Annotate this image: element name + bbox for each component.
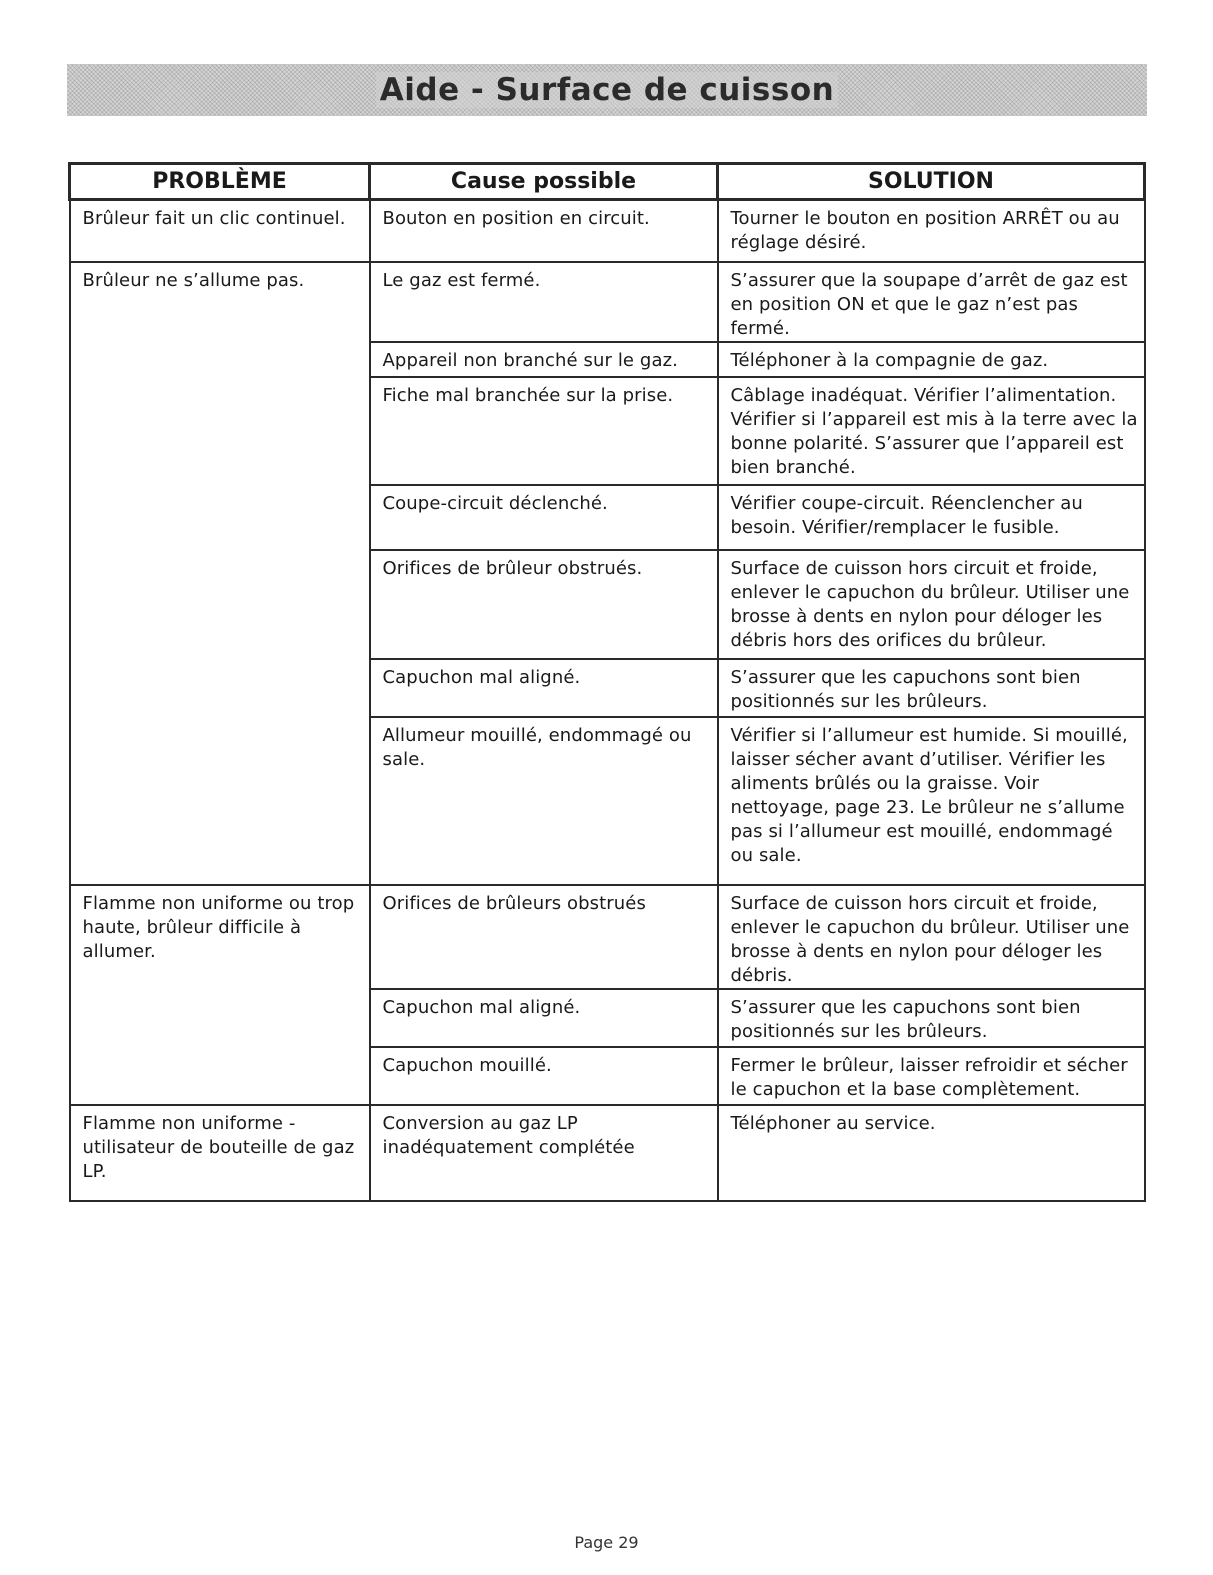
cause-cell — [370, 659, 718, 717]
table-row — [70, 200, 1145, 262]
solution-cell — [718, 550, 1145, 659]
header-cause: Cause possible — [370, 164, 718, 200]
solution-text: S’assurer que les capuchons sont bien positionnés sur les brûleurs. — [730, 996, 1081, 1042]
cause-text: Capuchon mal aligné. — [382, 996, 581, 1018]
solution-text: Vérifier coupe-circuit. Réenclencher au besoin. Vérifier/remplacer le fusible. — [730, 492, 1083, 538]
solution-cell — [718, 1047, 1145, 1105]
problem-text: Flamme non uniforme - utilisateur de bouteille de gaz LP. — [82, 1112, 355, 1182]
cause-cell — [370, 550, 718, 659]
solution-text: S’assurer que la soupape d’arrêt de gaz est en position ON et que le gaz n’est pas fermé. — [730, 269, 1128, 339]
solution-text: Surface de cuisson hors circuit et froide, enlever le capuchon du brûleur. Utiliser une brosse à dents en nylon pour déloger les débris. — [730, 892, 1130, 986]
header-solution: SOLUTION — [718, 164, 1145, 200]
solution-cell — [718, 200, 1145, 262]
table-row — [70, 1105, 1145, 1201]
cause-text: Capuchon mal aligné. — [382, 666, 581, 688]
solution-cell — [718, 262, 1145, 342]
cause-cell — [370, 717, 718, 885]
cause-cell — [370, 1047, 718, 1105]
cause-text: Allumeur mouillé, endommagé ou sale. — [382, 724, 692, 770]
cause-text: Bouton en position en circuit. — [382, 208, 650, 229]
cause-cell — [370, 200, 718, 262]
problem-text: Brûleur fait un clic continuel. — [82, 208, 346, 229]
problem-cell — [70, 885, 370, 1105]
solution-text: Tourner le bouton en position ARRÊT ou au réglage désiré. — [730, 208, 1120, 253]
solution-cell — [718, 989, 1145, 1047]
problem-cell — [70, 200, 370, 262]
solution-cell — [718, 659, 1145, 717]
cause-text: Capuchon mouillé. — [382, 1054, 552, 1076]
cause-text: Fiche mal branchée sur la prise. — [382, 384, 674, 406]
solution-text: Fermer le brûleur, laisser refroidir et sécher le capuchon et la base complètement. — [730, 1054, 1128, 1100]
solution-text: Vérifier si l’allumeur est humide. Si mouillé, laisser sécher avant d’utiliser. Vérifier les aliments brûlés ou la graisse. Voir nettoyage, page 23. Le brûleur ne s’allume pas si l’allumeur est mouillé, endommagé ou sale. — [730, 724, 1128, 866]
cause-cell — [370, 377, 718, 485]
cause-cell — [370, 885, 718, 989]
table-row — [70, 262, 1145, 342]
table-row — [70, 885, 1145, 989]
cause-text: Orifices de brûleurs obstrués — [382, 892, 646, 914]
problem-text: Flamme non uniforme ou trop haute, brûleur difficile à allumer. — [82, 892, 355, 962]
solution-text: Surface de cuisson hors circuit et froide, enlever le capuchon du brûleur. Utiliser une brosse à dents en nylon pour déloger les débris hors des orifices du brûleur. — [730, 557, 1130, 651]
problem-cell — [70, 1105, 370, 1201]
cause-cell — [370, 262, 718, 342]
cause-cell — [370, 989, 718, 1047]
solution-cell — [718, 377, 1145, 485]
problem-cell — [70, 262, 370, 885]
cause-text: Appareil non branché sur le gaz. — [382, 349, 678, 371]
cause-cell — [370, 342, 718, 377]
header-problem: PROBLÈME — [70, 164, 370, 200]
solution-text: Câblage inadéquat. Vérifier l’alimentation. Vérifier si l’appareil est mis à la terre avec la bonne polarité. S’assurer que l’appareil est bien branché. — [730, 384, 1138, 478]
solution-text: Téléphoner au service. — [730, 1112, 936, 1134]
cause-cell — [370, 485, 718, 550]
solution-text: S’assurer que les capuchons sont bien positionnés sur les brûleurs. — [730, 666, 1081, 712]
page-title: Aide - Surface de cuisson — [376, 72, 838, 108]
page-number: Page 29 — [574, 1533, 639, 1552]
header-row — [70, 164, 1145, 200]
cause-cell — [370, 1105, 718, 1201]
title-banner — [67, 64, 1147, 116]
troubleshooting-table — [68, 162, 1146, 1202]
cause-text: Le gaz est fermé. — [382, 269, 541, 291]
solution-cell — [718, 717, 1145, 885]
problem-text: Brûleur ne s’allume pas. — [82, 269, 305, 291]
solution-cell — [718, 885, 1145, 989]
solution-cell — [718, 485, 1145, 550]
solution-cell — [718, 1105, 1145, 1201]
cause-text: Coupe-circuit déclenché. — [382, 492, 608, 514]
solution-text: Téléphoner à la compagnie de gaz. — [730, 349, 1049, 371]
cause-text: Orifices de brûleur obstrués. — [382, 557, 643, 579]
cause-text: Conversion au gaz LP inadéquatement complétée — [382, 1112, 635, 1158]
solution-cell — [718, 342, 1145, 377]
